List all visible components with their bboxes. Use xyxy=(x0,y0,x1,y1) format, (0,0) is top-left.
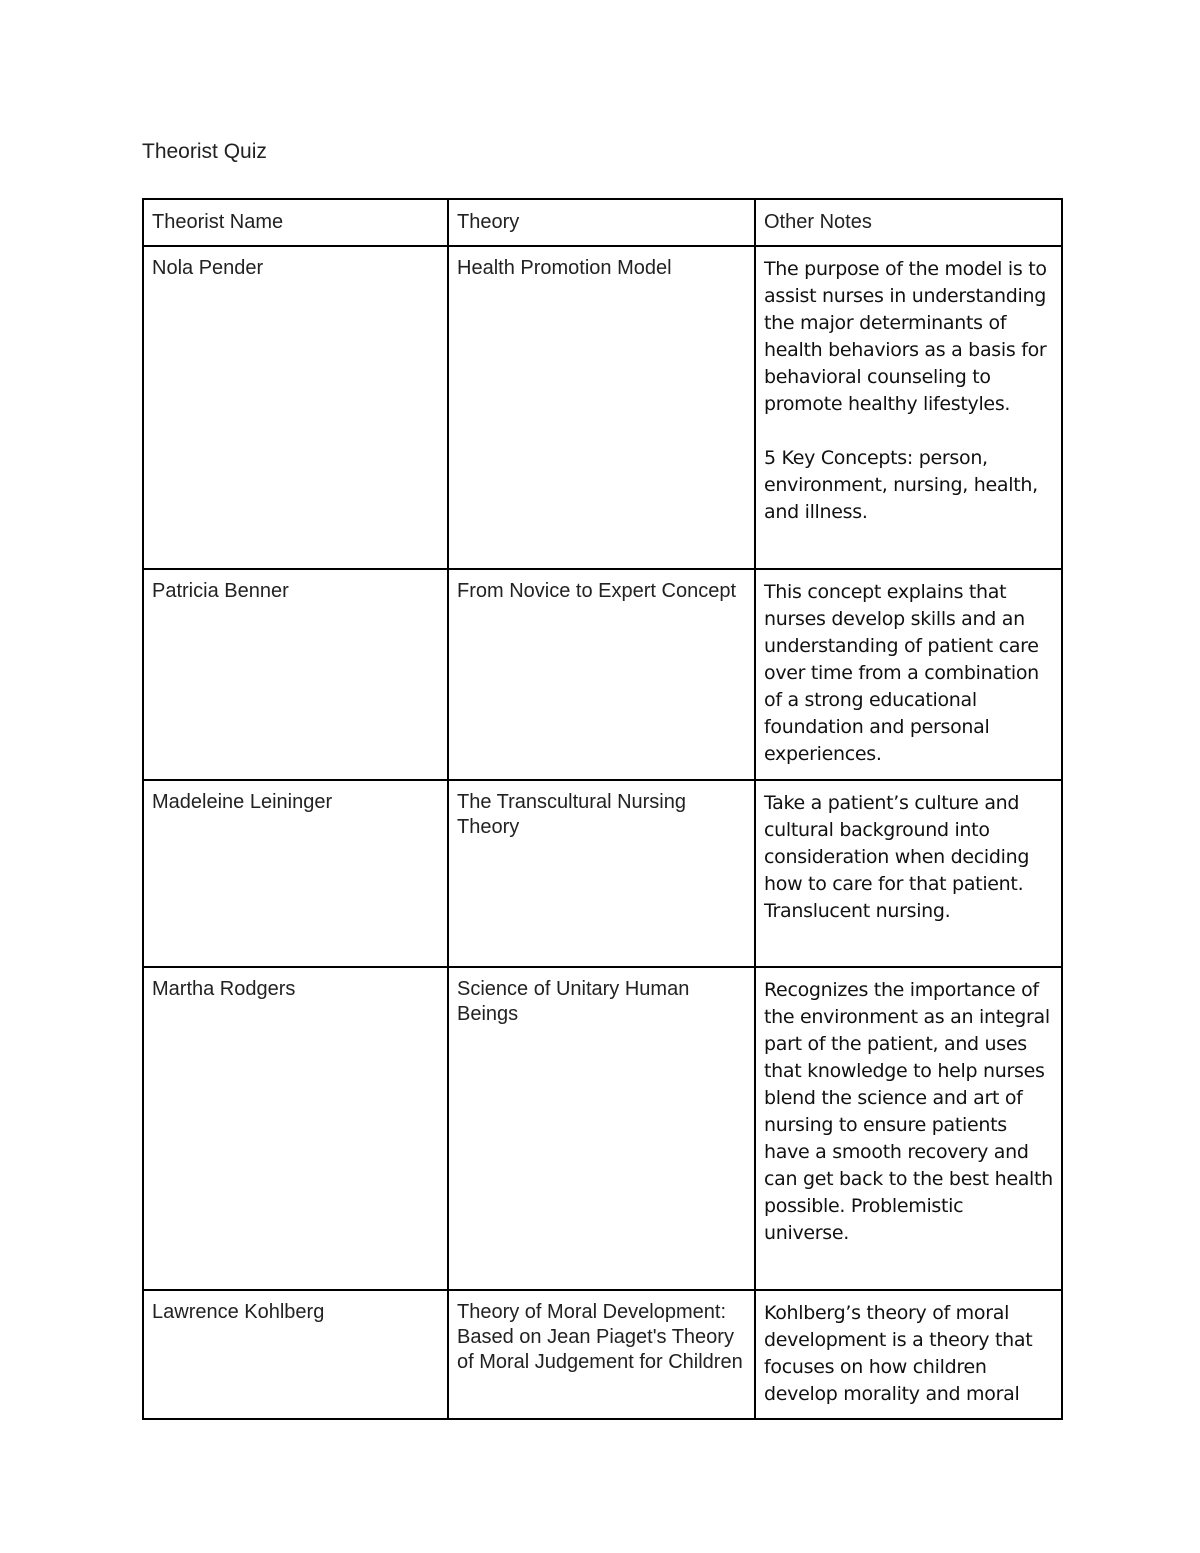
notes-paragraph: The purpose of the model is to assist nurses in understanding the major determinants of health behaviors as a basis for behavioral counseling to promote healthy lifestyles. xyxy=(764,258,1047,415)
notes-cell xyxy=(755,1290,1062,1419)
table-row xyxy=(143,569,1062,780)
theorist-name-cell: Madeleine Leininger xyxy=(143,780,448,967)
table-row xyxy=(143,780,1062,967)
notes-paragraph: Recognizes the importance of the environment as an integral part of the patient, and uses that knowledge to help nurses blend the science and art of nursing to ensure patients have a smooth recovery and can get back to the best health possible. Problemistic universe. xyxy=(764,979,1053,1244)
theory-cell: Science of Unitary Human Beings xyxy=(448,967,755,1290)
theory-cell: From Novice to Expert Concept xyxy=(448,569,755,780)
theorist-name-cell: Martha Rodgers xyxy=(143,967,448,1290)
theory-cell: Health Promotion Model xyxy=(448,246,755,569)
theory-cell: The Transcultural Nursing Theory xyxy=(448,780,755,967)
theory-cell: Theory of Moral Development: Based on Jean Piaget's Theory of Moral Judgement for Children xyxy=(448,1290,755,1419)
header-theorist-name: Theorist Name xyxy=(143,199,448,246)
notes-cell xyxy=(755,967,1062,1290)
table-header-row xyxy=(143,199,1062,246)
theorist-name-cell: Patricia Benner xyxy=(143,569,448,780)
table-row xyxy=(143,967,1062,1290)
document-title: Theorist Quiz xyxy=(142,140,267,163)
table-row xyxy=(143,246,1062,569)
notes-paragraph: Kohlberg’s theory of moral development is a theory that focuses on how children develop morality and moral xyxy=(764,1302,1033,1405)
notes-paragraph: 5 Key Concepts: person, environment, nursing, health, and illness. xyxy=(764,447,1038,523)
theorist-table xyxy=(142,198,1063,1420)
notes-paragraph: Take a patient’s culture and cultural background into consideration when deciding how to care for that patient. Translucent nursing. xyxy=(764,792,1030,922)
notes-cell xyxy=(755,780,1062,967)
notes-paragraph: This concept explains that nurses develop skills and an understanding of patient care over time from a combination of a strong educational foundation and personal experiences. xyxy=(764,581,1039,765)
table-row xyxy=(143,1290,1062,1419)
theorist-name-cell: Nola Pender xyxy=(143,246,448,569)
theorist-name-cell: Lawrence Kohlberg xyxy=(143,1290,448,1419)
header-theory: Theory xyxy=(448,199,755,246)
notes-cell xyxy=(755,246,1062,569)
header-other-notes: Other Notes xyxy=(755,199,1062,246)
notes-cell xyxy=(755,569,1062,780)
